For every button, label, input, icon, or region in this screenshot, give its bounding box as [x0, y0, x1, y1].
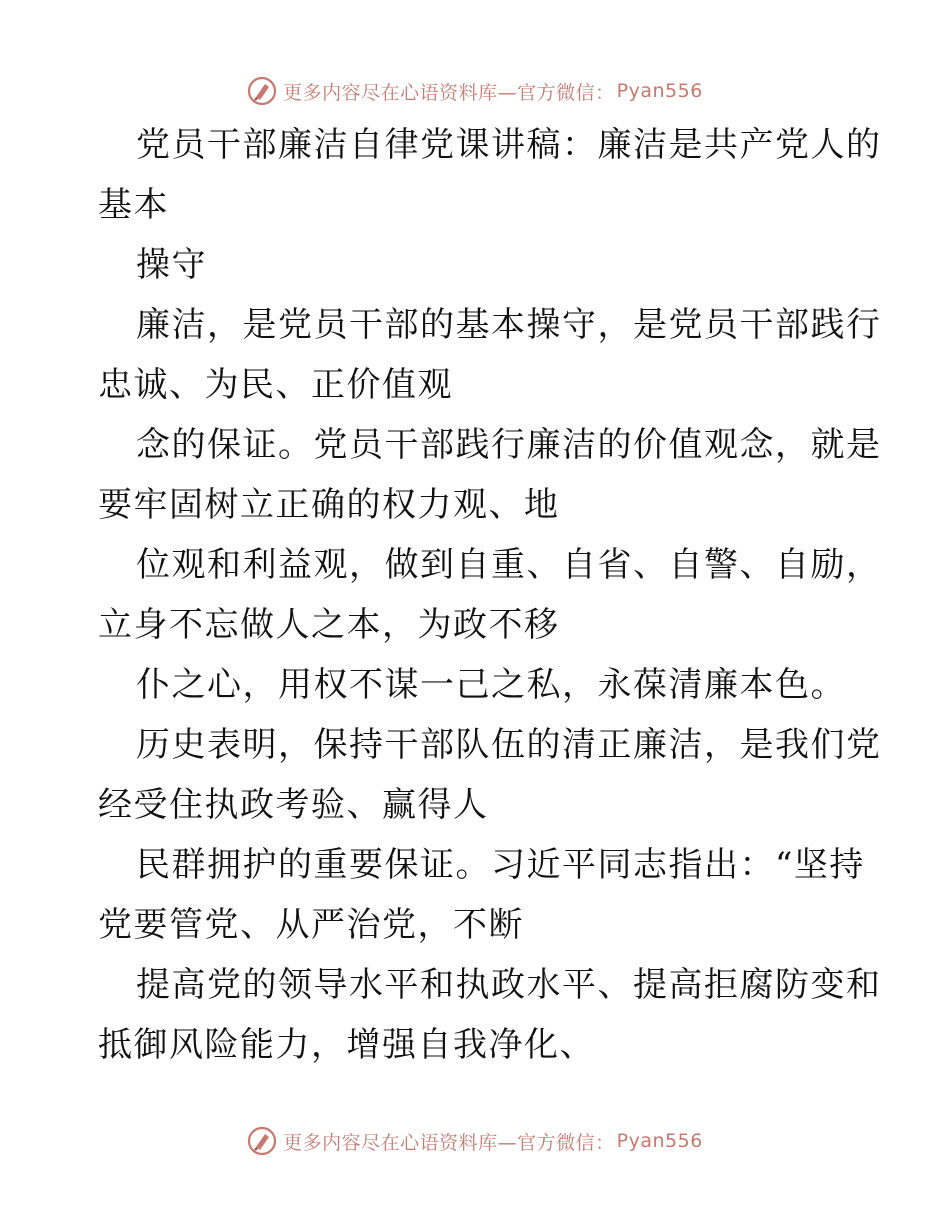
footer-watermark — [0, 1121, 950, 1161]
text-line: 要牢固树立正确的权力观、地 — [98, 485, 560, 525]
text-line: 廉洁，是党员干部的基本操守，是党员干部践行 — [136, 305, 882, 345]
text-line: 忠诚、为民、正价值观 — [98, 365, 453, 405]
header-watermark — [0, 71, 950, 111]
text-line: 基本 — [98, 185, 169, 225]
pen-nib-logo-icon — [247, 1126, 277, 1156]
text-line: 经受住执政考验、赢得人 — [98, 785, 489, 825]
text-line: 位观和利益观，做到自重、自省、自警、自励， — [136, 545, 882, 585]
text-line: 抵御风险能力，增强自我净化、 — [98, 1025, 595, 1065]
document-body — [98, 115, 882, 1075]
watermark-text: 更多内容尽在心语资料库—官方微信： — [283, 1131, 615, 1154]
text-line: 党员干部廉洁自律党课讲稿：廉洁是共产党人的 — [136, 125, 882, 165]
text-line: 操守 — [136, 245, 207, 285]
text-line: 仆之心，用权不谋一己之私，永葆清廉本色。 — [136, 665, 846, 705]
text-line: 民群拥护的重要保证。习近平同志指出：“坚持 — [136, 845, 865, 885]
pen-nib-logo-icon — [247, 76, 277, 106]
text-line: 念的保证。党员干部践行廉洁的价值观念，就是 — [136, 425, 882, 465]
text-line: 提高党的领导水平和执政水平、提高拒腐防变和 — [136, 965, 882, 1005]
text-line: 党要管党、从严治党，不断 — [98, 905, 524, 945]
text-line: 立身不忘做人之本，为政不移 — [98, 605, 560, 645]
watermark-id: Pyan556 — [616, 1130, 703, 1152]
watermark-text: 更多内容尽在心语资料库—官方微信： — [283, 81, 615, 104]
text-line: 历史表明，保持干部队伍的清正廉洁，是我们党 — [136, 725, 882, 765]
watermark-id: Pyan556 — [616, 80, 703, 102]
